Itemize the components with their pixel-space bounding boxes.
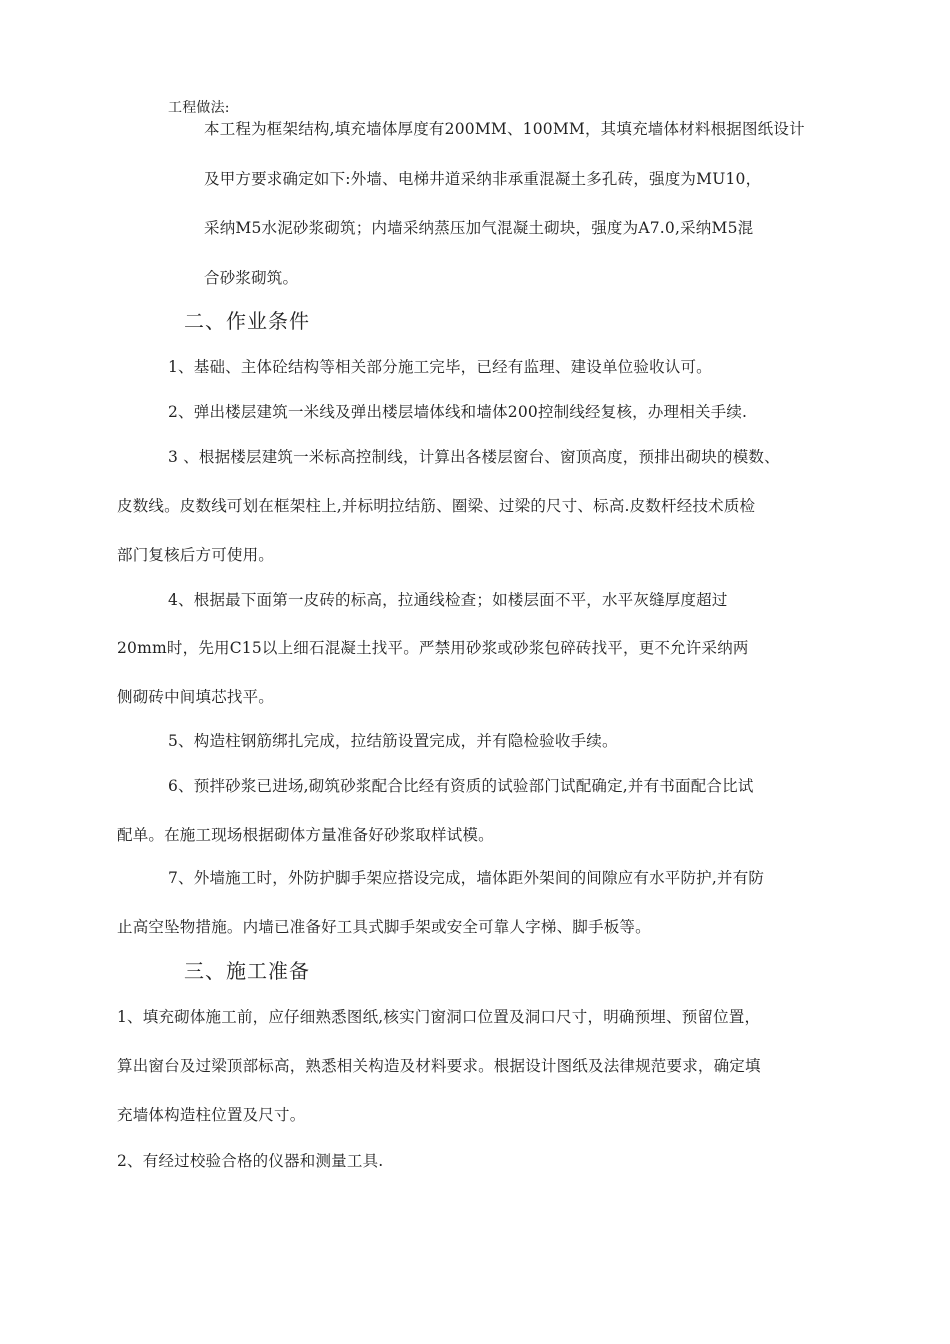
section2-line-2: 2、弹出楼层建筑一米线及弹出楼层墙体线和墙体200控制线经复核，办理相关手续. xyxy=(168,403,748,421)
section3-line-2: 算出窗台及过梁顶部标高，熟悉相关构造及材料要求。根据设计图纸及法律规范要求，确定填 xyxy=(117,1057,761,1075)
section2-heading: 二、作业条件 xyxy=(184,309,310,333)
section3-line-1: 1、填充砌体施工前，应仔细熟悉图纸,核实门窗洞口位置及洞口尺寸，明确预埋、预留位置， xyxy=(117,1008,761,1026)
section3-line-4: 2、有经过校验合格的仪器和测量工具. xyxy=(117,1152,384,1170)
section2-line-3: 3 、根据楼层建筑一米标高控制线，计算出各楼层窗台、窗顶高度，预排出砌块的模数、 xyxy=(168,448,780,466)
section2-line-4: 皮数线。皮数线可划在框架柱上,并标明拉结筋、圈梁、过梁的尺寸、标高.皮数杆经技术质检 xyxy=(117,497,756,515)
section2-line-5: 部门复核后方可使用。 xyxy=(117,546,275,564)
section2-line-9: 5、构造柱钢筋绑扎完成，拉结筋设置完成，并有隐检验收手续。 xyxy=(168,732,618,750)
method-line-2: 及甲方要求确定如下:外墙、电梯井道采纳非承重混凝土多孔砖，强度为MU10， xyxy=(204,170,762,188)
section2-line-12: 7、外墙施工时，外防护脚手架应搭设完成，墙体距外架间的间隙应有水平防护,并有防 xyxy=(168,869,765,887)
section2-line-7: 20mm时，先用C15以上细石混凝土找平。严禁用砂浆或砂浆包碎砖找平，更不允许采纳两 xyxy=(117,639,749,657)
method-line-4: 合砂浆砌筑。 xyxy=(204,269,299,287)
section2-line-11: 配单。在施工现场根据砌体方量准备好砂浆取样试模。 xyxy=(117,826,494,844)
section3-line-3: 充墙体构造柱位置及尺寸。 xyxy=(117,1106,306,1124)
section2-line-10: 6、预拌砂浆已进场,砌筑砂浆配合比经有资质的试验部门试配确定,并有书面配合比试 xyxy=(168,777,754,795)
section2-line-6: 4、根据最下面第一皮砖的标高，拉通线检查；如楼层面不平，水平灰缝厚度超过 xyxy=(168,591,728,609)
method-label: 工程做法: xyxy=(168,100,230,116)
method-line-3: 采纳M5水泥砂浆砌筑；内墙采纳蒸压加气混凝土砌块，强度为A7.0,采纳M5混 xyxy=(204,219,754,237)
section3-heading: 三、施工准备 xyxy=(184,959,310,983)
section2-line-8: 侧砌砖中间填芯找平。 xyxy=(117,688,275,706)
section2-line-13: 止高空坠物措施。内墙已准备好工具式脚手架或安全可靠人字梯、脚手板等。 xyxy=(117,918,651,936)
section2-line-1: 1、基础、主体砼结构等相关部分施工完毕，已经有监理、建设单位验收认可。 xyxy=(168,358,712,376)
method-line-1: 本工程为框架结构,填充墙体厚度有200MM、100MM，其填充墙体材料根据图纸设计 xyxy=(204,120,805,138)
